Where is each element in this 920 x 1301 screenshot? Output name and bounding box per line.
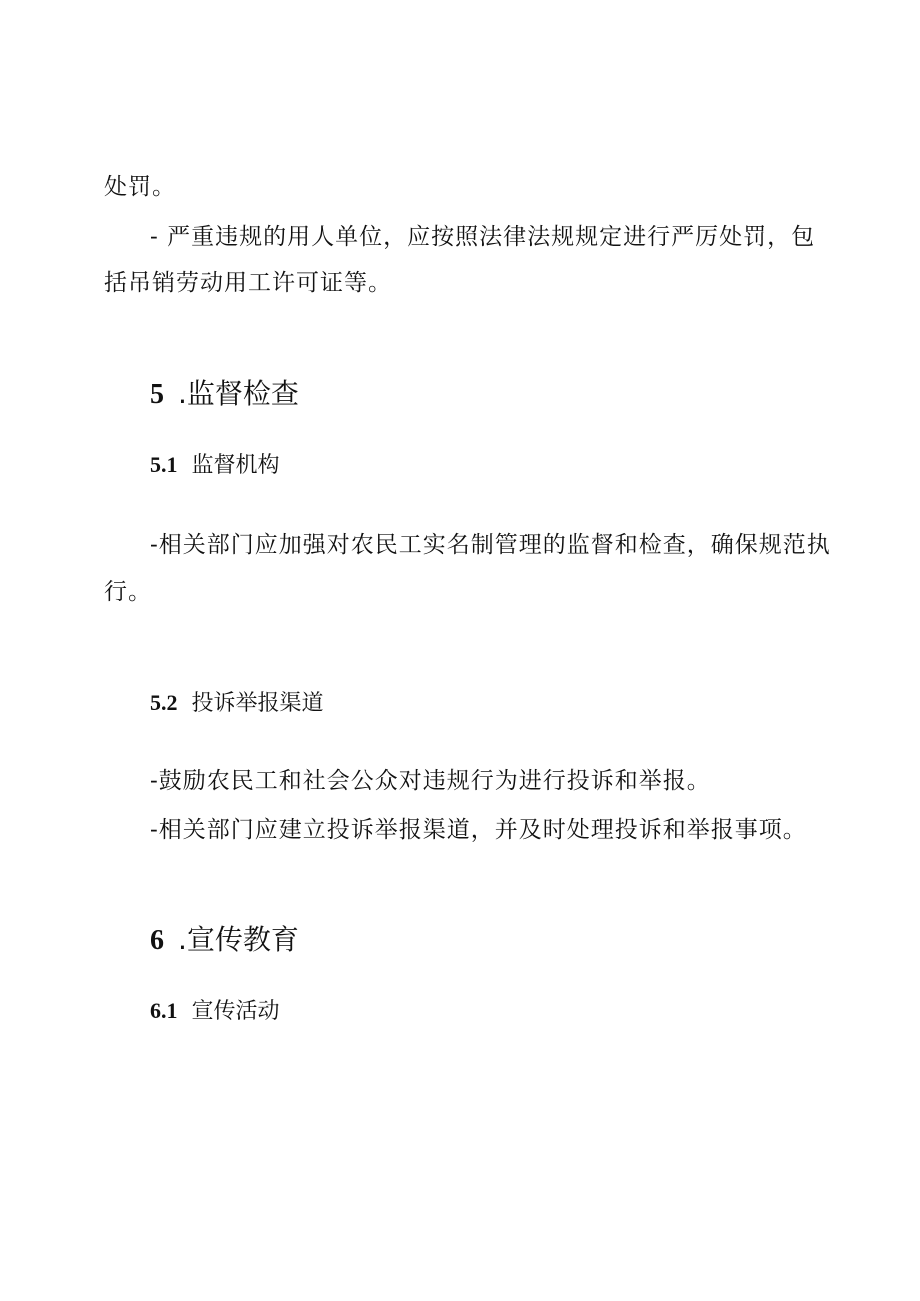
paragraph-line: -相关部门应建立投诉举报渠道，并及时处理投诉和举报事项。 xyxy=(150,817,807,843)
section-title: .监督检查 xyxy=(178,377,299,410)
subsection-heading-6-1 xyxy=(150,996,280,1027)
paragraph-line: 行。 xyxy=(104,579,152,605)
subsection-title: 监督机构 xyxy=(191,453,280,478)
subsection-title: 宣传活动 xyxy=(191,999,280,1024)
paragraph-line: - 严重违规的用人单位，应按照法律法规规定进行严厉处罚，包 xyxy=(150,224,816,250)
subsection-title: 投诉举报渠道 xyxy=(191,691,324,716)
subsection-heading-5-1 xyxy=(150,450,280,481)
subsection-number: 6.1 xyxy=(150,998,178,1023)
paragraph-line: 括吊销劳动用工许可证等。 xyxy=(104,270,392,296)
section-number: 5 xyxy=(150,379,164,410)
subsection-number: 5.2 xyxy=(150,690,178,715)
section-heading-5 xyxy=(150,376,299,413)
subsection-number: 5.1 xyxy=(150,452,178,477)
section-title: .宣传教育 xyxy=(178,923,299,956)
paragraph-line: -鼓励农民工和社会公众对违规行为进行投诉和举报。 xyxy=(150,768,711,794)
paragraph-line: 处罚。 xyxy=(104,174,176,200)
section-heading-6 xyxy=(150,922,299,959)
paragraph-line: -相关部门应加强对农民工实名制管理的监督和检查，确保规范执 xyxy=(150,532,831,558)
section-number: 6 xyxy=(150,925,164,956)
subsection-heading-5-2 xyxy=(150,688,324,719)
